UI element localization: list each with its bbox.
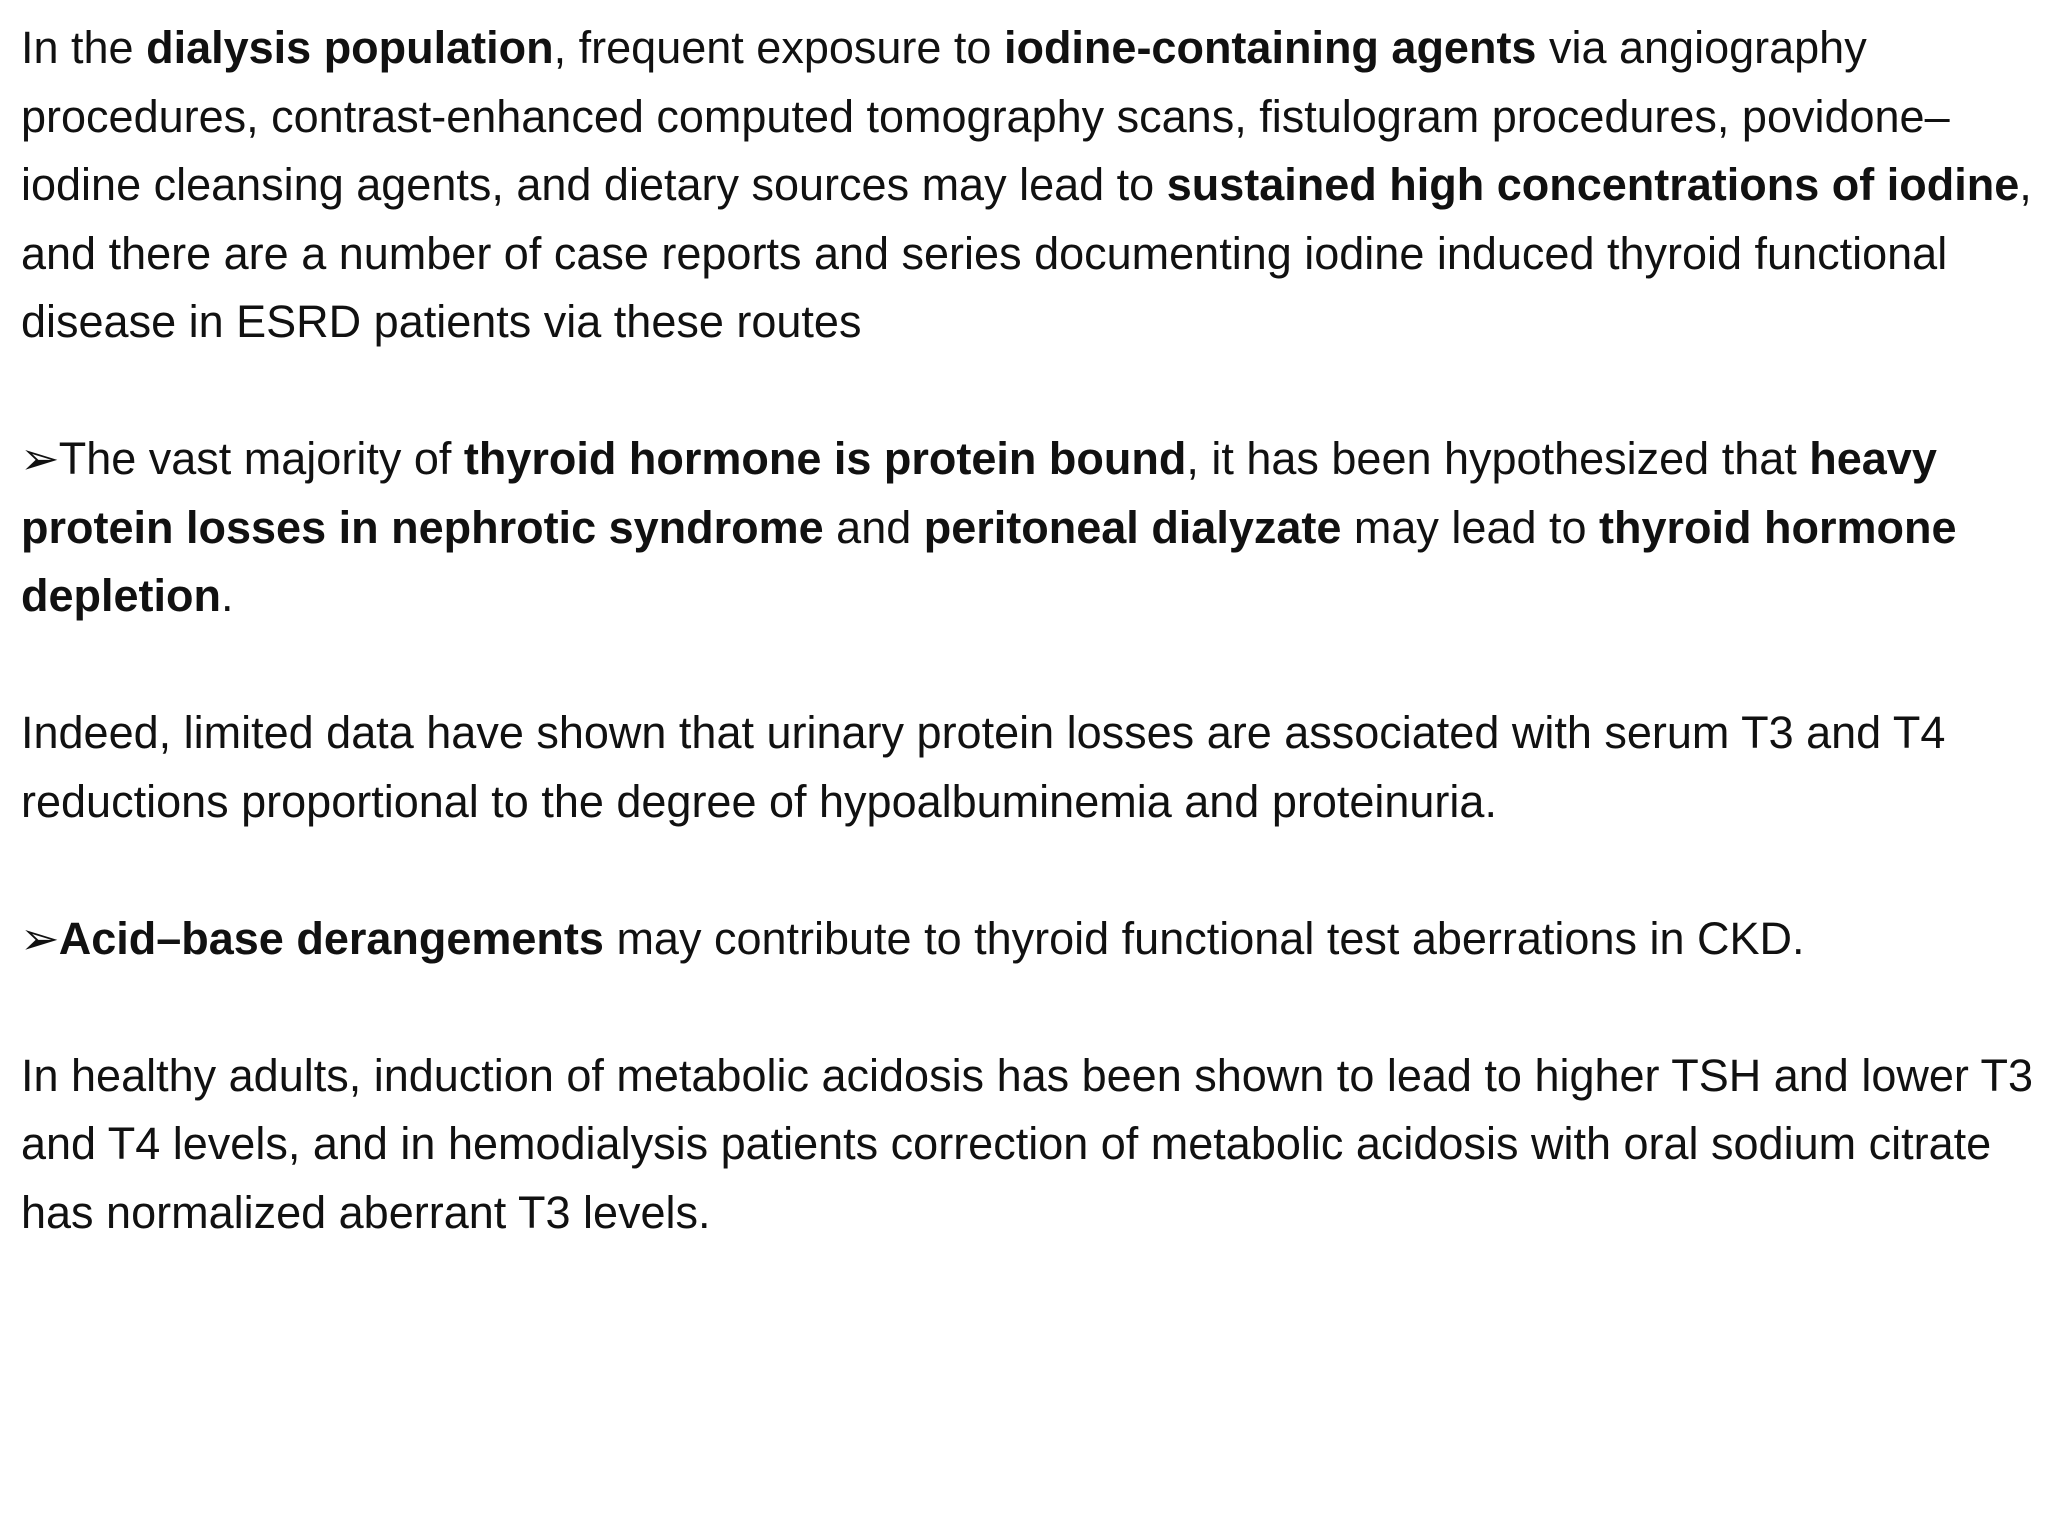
paragraph-urinary-protein (21, 699, 2036, 836)
paragraph-spacer (21, 631, 2036, 700)
text-run: In healthy adults, induction of metabolic acidosis has been shown to lead to higher TSH and lower T3 and T4 levels, and in hemodialysis patients correction of metabolic acidosis with oral sodium citrate has normalized aberrant T3 levels. (21, 1049, 2034, 1238)
paragraph-metabolic-acidosis (21, 1042, 2036, 1248)
paragraph-spacer (21, 836, 2036, 905)
bold-heavy-protein-losses: heavy protein losses in nephrotic syndrome (21, 433, 1937, 553)
text-run: may contribute to thyroid functional test aberrations in CKD. (603, 912, 1805, 964)
slide-body-text (21, 14, 2036, 1247)
text-run: , frequent exposure to (553, 22, 1004, 73)
bold-peritoneal-dialyzate: peritoneal dialyzate (923, 501, 1342, 553)
text-run: The vast majority of (58, 433, 464, 484)
text-run: In the (21, 22, 147, 73)
text-run: via angiography procedures, contrast-enhanced computed tomography scans, fistulogram procedures, povidone–iodine cleansing agents, and dietary sources may lead to (21, 22, 1950, 210)
bold-iodine-containing-agents: iodine-containing agents (1003, 22, 1537, 73)
bold-acid-base-derangements: Acid–base derangements (58, 912, 604, 964)
arrow-bullet-icon: ➢ (20, 911, 60, 965)
bold-thyroid-hormone-depletion: thyroid hormone depletion (21, 501, 1957, 621)
arrow-bullet-icon: ➢ (20, 432, 60, 485)
paragraph-spacer (21, 357, 2036, 426)
paragraph-spacer (21, 973, 2036, 1042)
text-run: . (221, 570, 234, 621)
bullet-protein-bound (21, 425, 2036, 631)
text-run: , it has been hypothesized that (1186, 433, 1810, 484)
text-run: , and there are a number of case reports and series documenting iodine induced thyroid functional disease in ESRD patients via these routes (21, 159, 2032, 347)
bold-sustained-high-iodine: sustained high concentrations of iodine (1166, 159, 2020, 210)
text-run: may lead to (1341, 501, 1600, 553)
paragraph-dialysis-iodine (21, 14, 2036, 357)
bullet-acid-base (21, 905, 2036, 974)
text-run: and (823, 501, 924, 553)
text-run: Indeed, limited data have shown that urinary protein losses are associated with serum T3 and T4 reductions proportional to the degree of hypoalbuminemia and proteinuria. (21, 707, 1946, 827)
bold-dialysis-population: dialysis population (146, 22, 554, 73)
bold-thyroid-hormone-protein-bound: thyroid hormone is protein bound (463, 433, 1187, 484)
